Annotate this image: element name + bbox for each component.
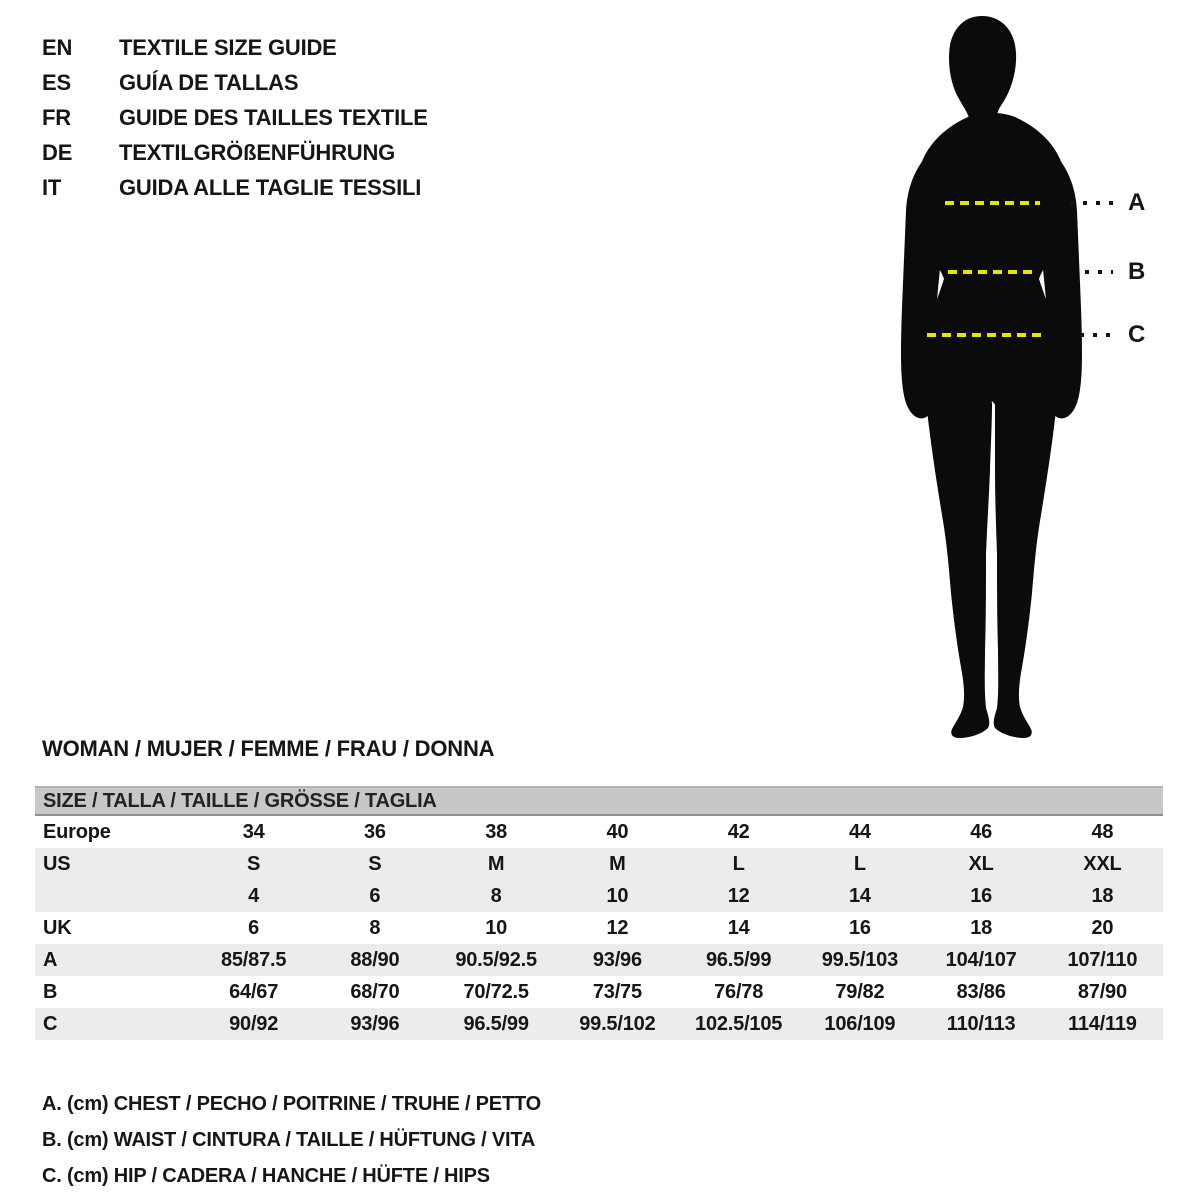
language-code: ES [42,69,71,95]
row-cells [193,816,1163,848]
table-cell: 102.5/105 [695,1013,783,1035]
row-cells [193,880,1163,912]
marker-label-c: C [1128,321,1146,348]
row-label: B [43,981,58,1003]
row-cells [193,944,1163,976]
table-cell: 6 [248,917,260,939]
table-row [35,880,1163,912]
table-cell: M [609,853,626,875]
table-cell: 4 [248,885,260,907]
table-cell: 104/107 [945,949,1017,971]
table-cell: 83/86 [956,981,1006,1003]
table-cell: 88/90 [350,949,400,971]
table-cell: 40 [606,821,629,843]
legend-line: B. (cm) WAIST / CINTURA / TAILLE / HÜFTUNG / VITA [42,1129,536,1151]
row-cells [193,1008,1163,1040]
table-row [35,912,1163,944]
table-cell: 6 [369,885,381,907]
language-list [42,30,428,205]
table-cell: 12 [727,885,750,907]
table-cell: 96.5/99 [463,1013,529,1035]
table-cell: 76/78 [714,981,764,1003]
table-cell: 85/87.5 [220,949,287,971]
language-title: TEXTILE SIZE GUIDE [119,34,337,60]
table-cell: 46 [970,821,993,843]
language-row [42,100,428,135]
table-cell: 18 [1091,885,1114,907]
language-title: GUIDE DES TAILLES TEXTILE [119,104,428,130]
table-cell: 87/90 [1077,981,1127,1003]
language-code: IT [42,174,62,200]
table-header: SIZE / TALLA / TAILLE / GRÖSSE / TAGLIA [35,786,1163,816]
table-cell: 79/82 [835,981,885,1003]
language-title: GUIDA ALLE TAGLIE TESSILI [119,174,422,200]
marker-label-a: A [1128,189,1146,216]
table-cell: 90.5/92.5 [455,949,537,971]
table-cell: 114/119 [1068,1013,1137,1035]
row-label: Europe [43,821,111,843]
table-cell: 8 [490,885,502,907]
size-table [35,786,1163,1040]
table-cell: 34 [242,821,265,843]
table-row [35,1008,1163,1040]
table-cell: 90/92 [229,1013,279,1035]
table-cell: L [853,853,866,875]
language-code: EN [42,34,73,60]
table-cell: 14 [848,885,871,907]
table-cell: 68/70 [350,981,400,1003]
table-cell: 8 [369,917,381,939]
table-cell: S [368,853,382,875]
row-cells [193,848,1163,880]
legend-line: A. (cm) CHEST / PECHO / POITRINE / TRUHE / PETTO [42,1093,541,1115]
language-title: GUÍA DE TALLAS [119,69,299,95]
table-cell: 96.5/99 [705,949,772,971]
row-label: UK [43,917,72,939]
language-row [42,65,428,100]
row-cells [193,976,1163,1008]
legend-line: C. (cm) HIP / CADERA / HANCHE / HÜFTE / HIPS [42,1165,490,1187]
table-row [35,816,1163,848]
marker-label-b: B [1128,258,1146,285]
language-row [42,170,428,205]
table-cell: 42 [727,821,750,843]
table-cell: L [732,853,745,875]
row-label [35,880,193,912]
row-label: A [43,949,58,971]
table-cell: 48 [1091,821,1114,843]
table-cell: 93/96 [592,949,642,971]
table-row [35,848,1163,880]
table-cell: 99.5/102 [579,1013,656,1035]
table-cell: 10 [606,885,629,907]
table-cell: 10 [485,917,508,939]
language-title: TEXTILGRÖßENFÜHRUNG [119,139,396,165]
row-label: C [43,1013,58,1035]
table-cell: 106/109 [824,1013,896,1035]
table-row [35,976,1163,1008]
table-cell: 110/113 [946,1013,1016,1035]
language-row [42,135,428,170]
table-cell: 18 [970,917,993,939]
table-cell: XL [968,853,994,875]
table-cell: 12 [606,917,629,939]
woman-silhouette-svg [880,13,1160,745]
measurement-figure [880,13,1160,745]
table-cell: 16 [848,917,871,939]
table-cell: XXL [1083,853,1122,875]
silhouette-right-leg [994,333,1059,738]
measurement-legend [42,1086,541,1194]
silhouette-left-leg [925,333,992,738]
table-cell: 14 [727,917,750,939]
table-cell: M [487,853,505,875]
language-row [42,30,428,65]
section-title: WOMAN / MUJER / FEMME / FRAU / DONNA [42,736,495,761]
table-cell: 38 [485,821,508,843]
table-cell: 64/67 [229,981,279,1003]
table-cell: 107/110 [1067,949,1138,971]
table-cell: S [247,853,261,875]
language-code: DE [42,139,73,165]
table-cell: 20 [1091,917,1114,939]
table-cell: 93/96 [350,1013,400,1035]
row-label: US [43,853,71,875]
table-cell: 16 [970,885,993,907]
language-code: FR [42,104,71,130]
table-row [35,944,1163,976]
row-cells [193,912,1163,944]
table-cell: 73/75 [592,981,642,1003]
table-cell: 36 [363,821,386,843]
table-cell: 99.5/103 [821,949,898,971]
table-cell: 44 [848,821,871,843]
table-cell: 70/72.5 [463,981,529,1003]
